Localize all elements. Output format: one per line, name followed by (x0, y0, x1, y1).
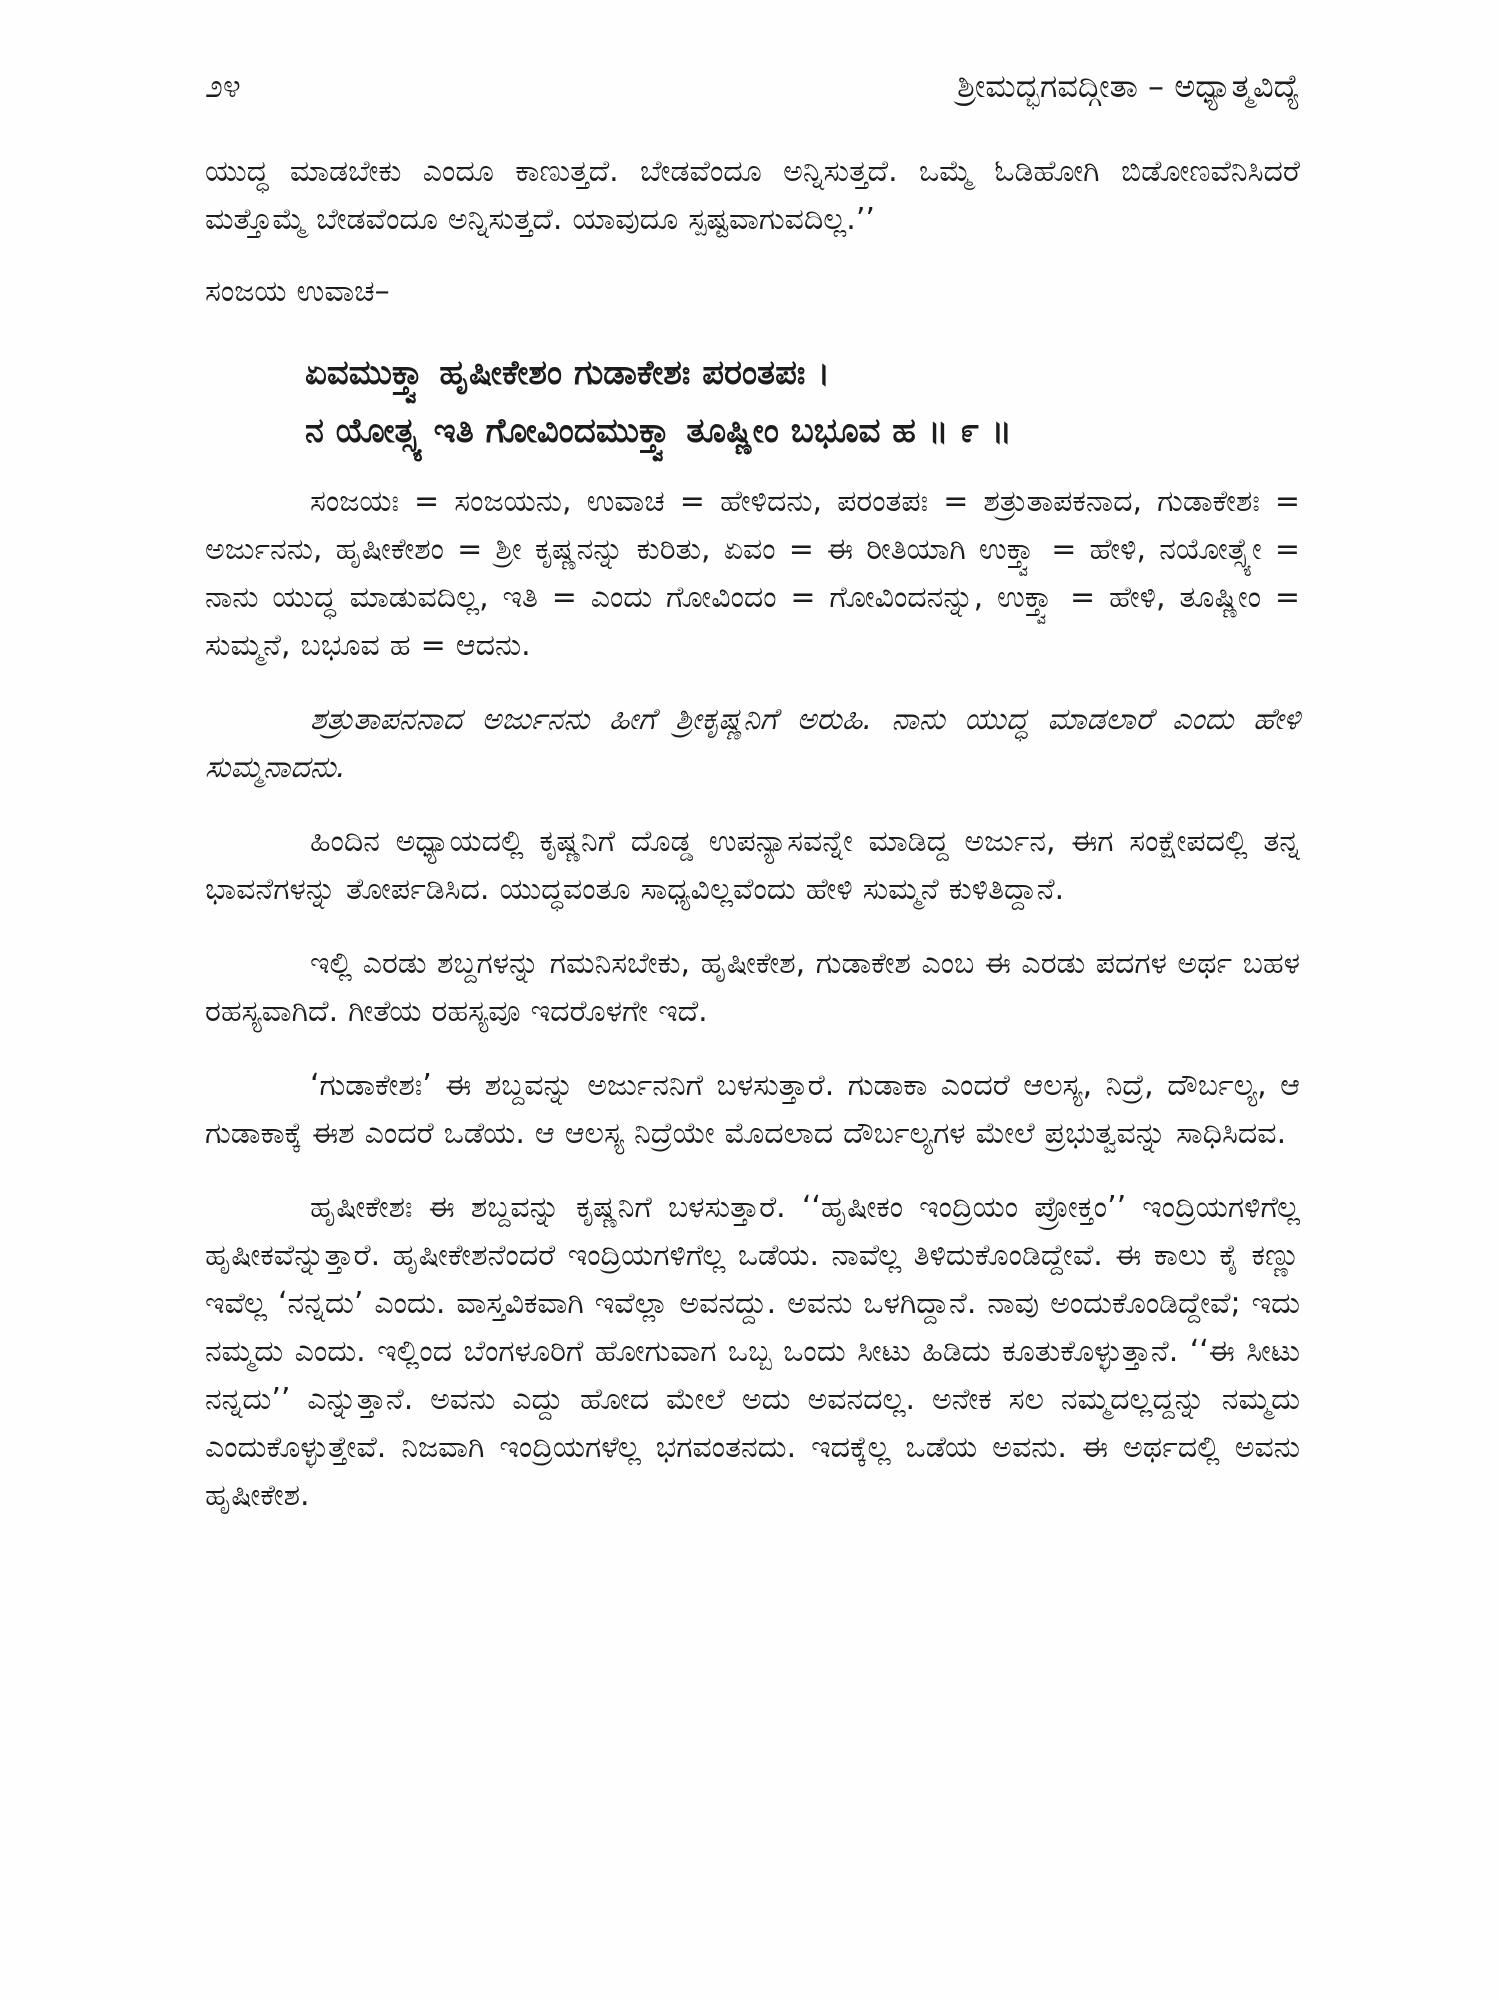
page-header (205, 58, 1300, 118)
speaker-label: ಸಂಜಯ ಉವಾಚ– (205, 274, 390, 309)
intro-paragraph: ಯುದ್ಧ ಮಾಡಬೇಕು ಎಂದೂ ಕಾಣುತ್ತದೆ. ಬೇಡವೆಂದೂ ಅನ್ನಿಸುತ್ತದೆ. ಒಮ್ಮೆ ಓಡಿಹೋಗಿ ಬಿಡೋಣವೆನಿಸಿದರೆ ಮತ್ತೊಮ್ಮೆ ಬೇಡವೆಂದೂ ಅನ್ನಿಸುತ್ತದೆ. ಯಾವುದೂ ಸ್ಪಷ್ಟವಾಗುವದಿಲ್ಲ.’’ (205, 154, 1300, 237)
translation-paragraph: ಶತ್ರುತಾಪನನಾದ ಅರ್ಜುನನು ಹೀಗೆ ಶ್ರೀಕೃಷ್ಣನಿಗೆ ಅರುಹಿ. ನಾನು ಯುದ್ಧ ಮಾಡಲಾರೆ ಎಂದು ಹೇಳಿ ಸುಮ್ಮನಾದನು. (205, 702, 1300, 785)
verse-line-2: ನ ಯೋತ್ಸ್ಯ ಇತಿ ಗೋವಿಂದಮುಕ್ತ್ವಾ ತೂಷ್ಣೀಂ ಬಭೂವ ಹ ॥ ೯ ॥ (305, 411, 1012, 451)
running-title: ಶ್ರೀಮದ್ಭಗವದ್ಗೀತಾ – ಅಧ್ಯಾತ್ಮವಿದ್ಯೆ (957, 67, 1300, 105)
commentary-paragraph-3: ‘ಗುಡಾಕೇಶಃ’ ಈ ಶಬ್ದವನ್ನು ಅರ್ಜುನನಿಗೆ ಬಳಸುತ್ತಾರೆ. ಗುಡಾಕಾ ಎಂದರೆ ಆಲಸ್ಯ, ನಿದ್ರೆ, ದೌರ್ಬಲ್ಯ, ಆ ಗುಡಾಕಾಕ್ಕೆ ಈಶ ಎಂದರೆ ಒಡೆಯ. ಆ ಆಲಸ್ಯ ನಿದ್ರೆಯೇ ಮೊದಲಾದ ದೌರ್ಬಲ್ಯಗಳ ಮೇಲೆ ಪ್ರಭುತ್ವವನ್ನು ಸಾಧಿಸಿದವ. (205, 1068, 1300, 1151)
commentary-paragraph-4: ಹೃಷೀಕೇಶಃ ಈ ಶಬ್ದವನ್ನು ಕೃಷ್ಣನಿಗೆ ಬಳಸುತ್ತಾರೆ. ‘‘ಹೃಷೀಕಂ ಇಂದ್ರಿಯಂ ಪ್ರೋಕ್ತಂ’’ ಇಂದ್ರಿಯಗಳಿಗೆಲ್ಲ ಹೃಷೀಕವೆನ್ನುತ್ತಾರೆ. ಹೃಷೀಕೇಶನೆಂದರೆ ಇಂದ್ರಿಯಗಳಿಗೆಲ್ಲ ಒಡೆಯ. ನಾವೆಲ್ಲ ತಿಳಿದುಕೊಂಡಿದ್ದೇವೆ. ಈ ಕಾಲು ಕೈ ಕಣ್ಣು ಇವೆಲ್ಲ ‘ನನ್ನದು’ ಎಂದು. ವಾಸ್ತವಿಕವಾಗಿ ಇವೆಲ್ಲಾ ಅವನದ್ದು. ಅವನು ಒಳಗಿದ್ದಾನೆ. ನಾವು ಅಂದುಕೊಂಡಿದ್ದೇವೆ; ಇದು ನಮ್ಮದು ಎಂದು. ಇಲ್ಲಿಂದ ಬೆಂಗಳೂರಿಗೆ ಹೋಗುವಾಗ ಒಬ್ಬ ಒಂದು ಸೀಟು ಹಿಡಿದು ಕೂತುಕೊಳ್ಳುತ್ತಾನೆ. ‘‘ಈ ಸೀಟು ನನ್ನದು’’ ಎನ್ನುತ್ತಾನೆ. ಅವನು ಎದ್ದು ಹೋದ ಮೇಲೆ ಅದು ಅವನದಲ್ಲ. ಅನೇಕ ಸಲ ನಮ್ಮದಲ್ಲದ್ದನ್ನು ನಮ್ಮದು ಎಂದುಕೊಳ್ಳುತ್ತೇವೆ. ನಿಜವಾಗಿ ಇಂದ್ರಿಯಗಳೆಲ್ಲ ಭಗವಂತನದು. ಇದಕ್ಕೆಲ್ಲ ಒಡೆಯ ಅವನು. ಈ ಅರ್ಥದಲ್ಲಿ ಅವನು ಹೃಷೀಕೇಶ. (205, 1190, 1300, 1513)
commentary-paragraph-2: ಇಲ್ಲಿ ಎರಡು ಶಬ್ದಗಳನ್ನು ಗಮನಿಸಬೇಕು, ಹೃಷೀಕೇಶ, ಗುಡಾಕೇಶ ಎಂಬ ಈ ಎರಡು ಪದಗಳ ಅರ್ಥ ಬಹಳ ರಹಸ್ಯವಾಗಿದೆ. ಗೀತೆಯ ರಹಸ್ಯವೂ ಇದರೊಳಗೇ ಇದೆ. (205, 946, 1300, 1029)
page-number: ೨೪ (205, 67, 241, 105)
page-content (205, 148, 1300, 1546)
verse-line-1: ಏವಮುಕ್ತ್ವಾ ಹೃಷೀಕೇಶಂ ಗುಡಾಕೇಶಃ ಪರಂತಪಃ । (305, 353, 831, 393)
verse-block (305, 344, 1345, 460)
commentary-paragraph-1: ಹಿಂದಿನ ಅಧ್ಯಾಯದಲ್ಲಿ ಕೃಷ್ಣನಿಗೆ ದೊಡ್ಡ ಉಪನ್ಯಾಸವನ್ನೇ ಮಾಡಿದ್ದ ಅರ್ಜುನ, ಈಗ ಸಂಕ್ಷೇಪದಲ್ಲಿ ತನ್ನ ಭಾವನೆಗಳನ್ನು ತೋರ್ಪಡಿಸಿದ. ಯುದ್ಧವಂತೂ ಸಾಧ್ಯವಿಲ್ಲವೆಂದು ಹೇಳಿ ಸುಮ್ಮನೆ ಕುಳಿತಿದ್ದಾನೆ. (205, 824, 1300, 907)
word-meaning-paragraph: ಸಂಜಯಃ = ಸಂಜಯನು, ಉವಾಚ = ಹೇಳಿದನು, ಪರಂತಪಃ = ಶತ್ರುತಾಪಕನಾದ, ಗುಡಾಕೇಶಃ = ಅರ್ಜುನನು, ಹೃಷೀಕೇಶಂ = ಶ್ರೀ ಕೃಷ್ಣನನ್ನು ಕುರಿತು, ಏವಂ = ಈ ರೀತಿಯಾಗಿ ಉಕ್ತ್ವಾ = ಹೇಳಿ, ನಯೋತ್ಸ್ಯೇ = ನಾನು ಯುದ್ಧ ಮಾಡುವದಿಲ್ಲ, ಇತಿ = ಎಂದು ಗೋವಿಂದಂ = ಗೋವಿಂದನನ್ನು, ಉಕ್ತ್ವಾ = ಹೇಳಿ, ತೂಷ್ಣೀಂ = ಸುಮ್ಮನೆ, ಬಭೂವ ಹ = ಆದನು. (205, 484, 1300, 663)
